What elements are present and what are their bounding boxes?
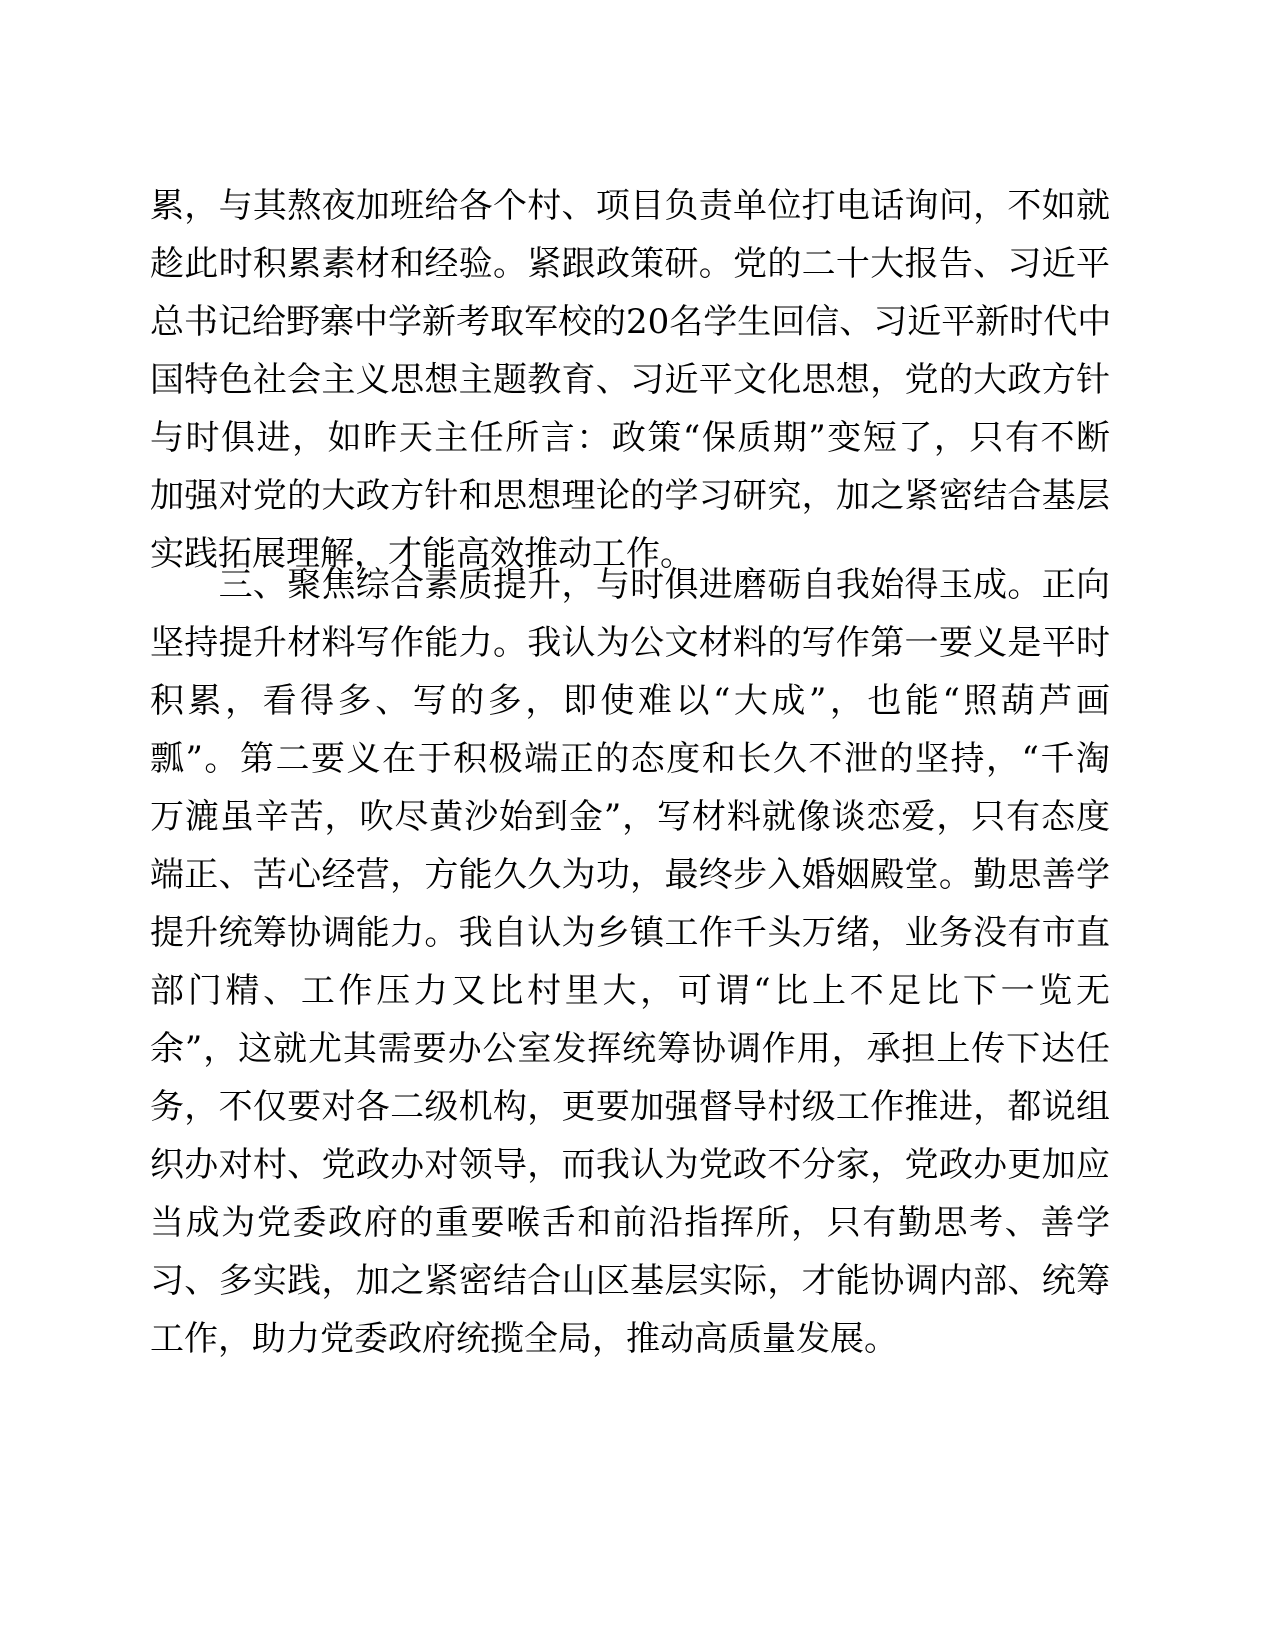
text-line: 总书记给野寨中学新考取军校的20名学生回信、习近平新时代中 [150,302,1112,342]
text-line: 坚持提升材料写作能力。我认为公文材料的写作第一要义是平时 [150,623,1110,663]
text-line: 端正、苦心经营，方能久久为功，最终步入婚姻殿堂。勤思善学 [150,855,1110,895]
text-line: 国特色社会主义思想主题教育、习近平文化思想，党的大政方针 [150,360,1110,400]
text-line: 提升统筹协调能力。我自认为乡镇工作千头万绪，业务没有市直 [150,913,1110,953]
text-line: 加强对党的大政方针和思想理论的学习研究，加之紧密结合基层 [150,476,1110,516]
paragraph-1 [150,177,1110,583]
text-line: 趁此时积累素材和经验。紧跟政策研。党的二十大报告、习近平 [150,244,1110,284]
text-line: 工作，助力党委政府统揽全局，推动高质量发展。 [150,1319,898,1359]
text-line: 累，与其熬夜加班给各个村、项目负责单位打电话询问，不如就 [150,186,1110,226]
section-heading-line: 三、聚焦综合素质提升，与时俱进磨砺自我始得玉成。正向 [150,565,1110,605]
text-line: 与时俱进，如昨天主任所言：政策“保质期”变短了，只有不断 [150,418,1110,458]
text-line: 余”，这就尤其需要办公室发挥统筹协调作用，承担上传下达任 [150,1029,1110,1069]
text-line: 织办对村、党政办对领导，而我认为党政不分家，党政办更加应 [150,1145,1110,1185]
text-line: 实践拓展理解，才能高效推动工作。 [150,534,694,574]
paragraph-2 [150,556,1110,1368]
text-line: 部门精、工作压力又比村里大，可谓“比上不足比下一览无 [150,971,1110,1011]
text-line: 万漉虽辛苦，吹尽黄沙始到金”，写材料就像谈恋爱，只有态度 [150,797,1110,837]
text-line: 瓢”。第二要义在于积极端正的态度和长久不泄的坚持，“千淘 [150,739,1110,779]
text-line: 习、多实践，加之紧密结合山区基层实际，才能协调内部、统筹 [150,1261,1110,1301]
text-line: 积累，看得多、写的多，即使难以“大成”，也能“照葫芦画 [150,681,1110,721]
text-line: 当成为党委政府的重要喉舌和前沿指挥所，只有勤思考、善学 [150,1203,1110,1243]
text-line: 务，不仅要对各二级机构，更要加强督导村级工作推进，都说组 [150,1087,1110,1127]
